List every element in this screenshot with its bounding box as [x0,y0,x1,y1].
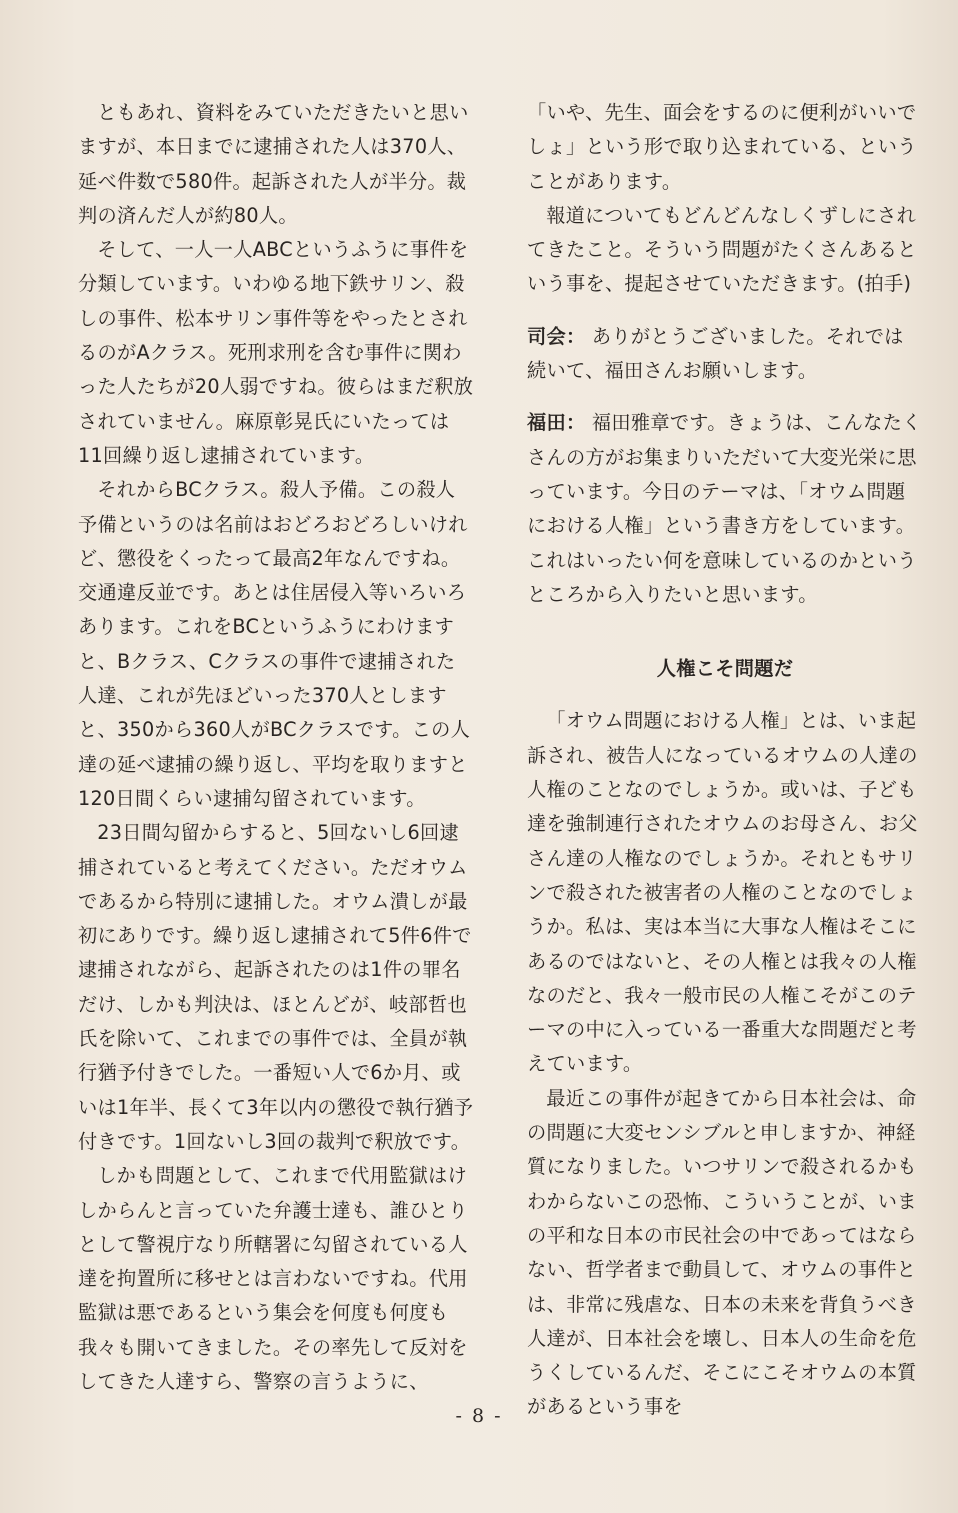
page-number: - 8 - [455,1405,503,1427]
spacer [527,612,923,652]
moderator-remark [527,320,923,389]
right-column [527,96,923,1425]
paragraph: 23日間勾留からすると、5回ないし6回逮捕されていると考えてください。ただオウムであるから特別に逮捕した。オウム潰しが最初にありです。繰り返し逮捕されて5件6件で逮捕されながら、起訴されたのは1件の罪名だけ、しかも判決は、ほとんどが、岐部哲也氏を除いて、これまでの事件では、全員が執行猶予付きでした。一番短い人で6か月、或いは1年半、長くて3年以内の懲役で執行猶予付きです。1回ないし3回の裁判で釈放です。 [78,821,474,1153]
paragraph: そして、一人一人ABCというふうに事件を分類しています。いわゆる地下鉄サリン、殺しの事件、松本サリン事件等をやったとされるのがAクラス。死刑求刑を含む事件に関わった人たちが20人弱ですね。彼らはまだ釈放されていません。麻原彰晃氏にいたっては11回繰り返し逮捕されています。 [78,238,474,467]
paragraph: 「いや、先生、面会をするのに便利がいいでしょ」という形で取り込まれている、ということがあります。 [527,101,917,193]
paragraph: それからBCクラス。殺人予備。この殺人予備というのは名前はおどろおどろしいけれど、懲役をくったって最高2年なんですね。交通違反並です。あとは住居侵入等いろいろあります。これをBCというふうにわけますと、Bクラス、Cクラスの事件で逮捕された人達、これが先ほどいった370人としますと、350から360人がBCクラスです。この人達の延べ逮捕の繰り返し、平均を取りますと120日間くらい逮捕勾留されています。 [78,478,471,810]
paragraph: ともあれ、資料をみていただきたいと思いますが、本日までに逮捕された人は370人、延べ件数で580件。起訴された人が半分。裁判の済んだ人が約80人。 [78,101,469,227]
spacer [527,302,923,320]
section-heading: 人権こそ問題だ [656,657,794,681]
paragraph: 最近この事件が起きてから日本社会は、命の問題に大変センシブルと申しますか、神経質になりました。いつサリンで殺されるかもわからないこの恐怖、こういうことが、いまの平和な日本の市民社会の中であってはならない、哲学者まで動員して、オウムの事件とは、非常に残虐な、日本の未来を背負うべき人達が、日本社会を壊し、日本人の生命を危うくしているんだ、そこにこそオウムの本質があるという事を [527,1086,917,1419]
paragraph: 報道についてもどんどんなしくずしにされてきたこと。そういう問題がたくさんあるという事を、提起させていただきます。(拍手) [527,203,917,296]
speaker-text: 福田雅章です。きょうは、こんなたくさんの方がお集まりいただいて大変光栄に思っています。今日のテーマは、「オウム問題における人権」という書き方をしています。これはいったい何を意味しているのかというところから入りたいと思います。 [527,411,922,606]
paragraph: しかも問題として、これまで代用監獄はけしからんと言っていた弁護士達も、誰ひとりとして警視庁なり所轄署に勾留されている人達を拘置所に移せとは言わないですね。代用監獄は悪であるという集会を何度も何度も我々も開いてきました。その率先して反対をしてきた人達すら、警察の言うように、 [78,1164,468,1393]
paragraph: 「オウム問題における人権」とは、いま起訴され、被告人になっているオウムの人達の人権のことなのでしょうか。或いは、子ども達を強制連行されたオウムのお母さん、お父さん達の人権なのでしょうか。それともサリンで殺された被害者の人権のことなのでしょうか。私は、実は本当に大事な人権はそこにあるのではないと、その人権とは我々の人権なのだと、我々一般市民の人権こそがこのテーマの中に入っている一番重大な問題だと考えています。 [527,709,918,1076]
fukuda-remark [527,406,923,612]
speaker-text: ありがとうございました。それでは続いて、福田さんお願いします。 [527,324,904,383]
speaker-name: 司会： [527,324,586,348]
speaker-name: 福田： [527,411,586,435]
spacer [527,388,923,406]
spacer [527,686,923,704]
left-column [78,96,474,1399]
